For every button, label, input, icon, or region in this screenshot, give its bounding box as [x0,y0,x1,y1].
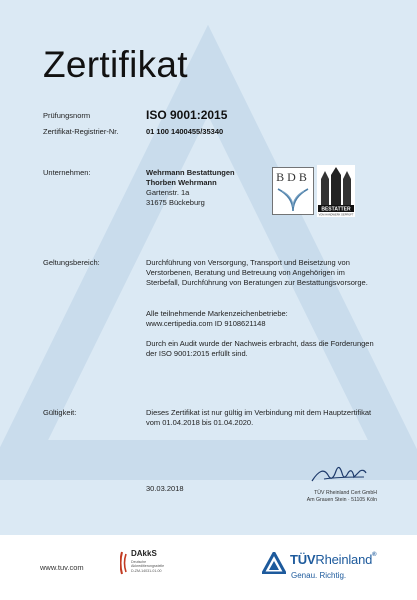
bestatter-logo-text: BESTATTER [321,206,351,213]
dakks-name: DAkkS [131,549,157,558]
norm-label: Prüfungsnorm [43,111,91,120]
register-label: Zertifikat-Registrier-Nr. [43,127,119,136]
scope-text-3: Durch ein Audit wurde der Nachweis erbracht, dass die Forderungen der ISO 9001:2015 erfüllt sind. [146,339,374,358]
validity-text: Dieses Zertifikat ist nur gültig im Verbindung mit dem Hauptzertifikat vom 01.04.2018 bis 01.04.2020. [146,408,372,427]
bestatter-logo [317,165,355,217]
scope-text-1: Durchführung von Versorgung, Transport und Beisetzung von Verstorbenen, Beratung und Betreuung von Angehörigen im Sterbefall, Durchführung von Beratungen zur Bestattungsvorsorge. [146,258,368,287]
document-title: Zertifikat [43,44,188,85]
issuer-address: Am Grauen Stein · 51105 Köln [306,497,377,503]
company-label: Unternehmen: [43,168,91,177]
scope-label: Geltungsbereich: [43,258,100,267]
issue-date: 30.03.2018 [146,484,184,493]
bdb-logo [272,167,314,215]
tuv-brand-a: TÜV [290,552,316,567]
company-city: 31675 Bückeburg [146,198,205,207]
tuv-brand-b: Rheinland [315,552,373,567]
scope-text-2 [146,309,378,329]
company-name-1: Wehrmann Bestattungen [146,168,235,177]
register-value: 01 100 1400455/35340 [146,127,224,136]
dakks-subtext [131,560,164,573]
issuer-name: TÜV Rheinland Cert GmbH [314,490,377,496]
bestatter-logo-subtext: VOM HANDWERK GEPRÜFT [318,213,354,217]
tuv-triangle-icon [262,552,286,574]
company-name-2: Thorben Wehrmann [146,178,217,187]
scope-participants-link: www.certipedia.com ID 9108621148 [146,319,266,328]
tuv-brand [290,552,376,567]
tuv-slogan: Genau. Richtig. [291,571,347,580]
dakks-line-2: Akkreditierungsstelle [131,564,165,569]
footer-url: www.tuv.com [40,563,84,572]
bdb-logo-text: BDB [276,170,310,184]
tuv-registered-mark: ® [372,552,377,558]
company-street: Gartenstr. 1a [146,188,190,197]
norm-value: ISO 9001:2015 [146,108,228,122]
dakks-line-1: Deutsche [131,560,147,564]
validity-label: Gültigkeit: [43,408,77,417]
signature [308,457,368,487]
company-address [146,168,235,208]
issuer-block [307,490,377,504]
scope-participants-heading: Alle teilnehmende Markenzeichenbetriebe: [146,309,288,318]
dakks-line-3: D-ZM-14031-01-00 [131,568,162,573]
